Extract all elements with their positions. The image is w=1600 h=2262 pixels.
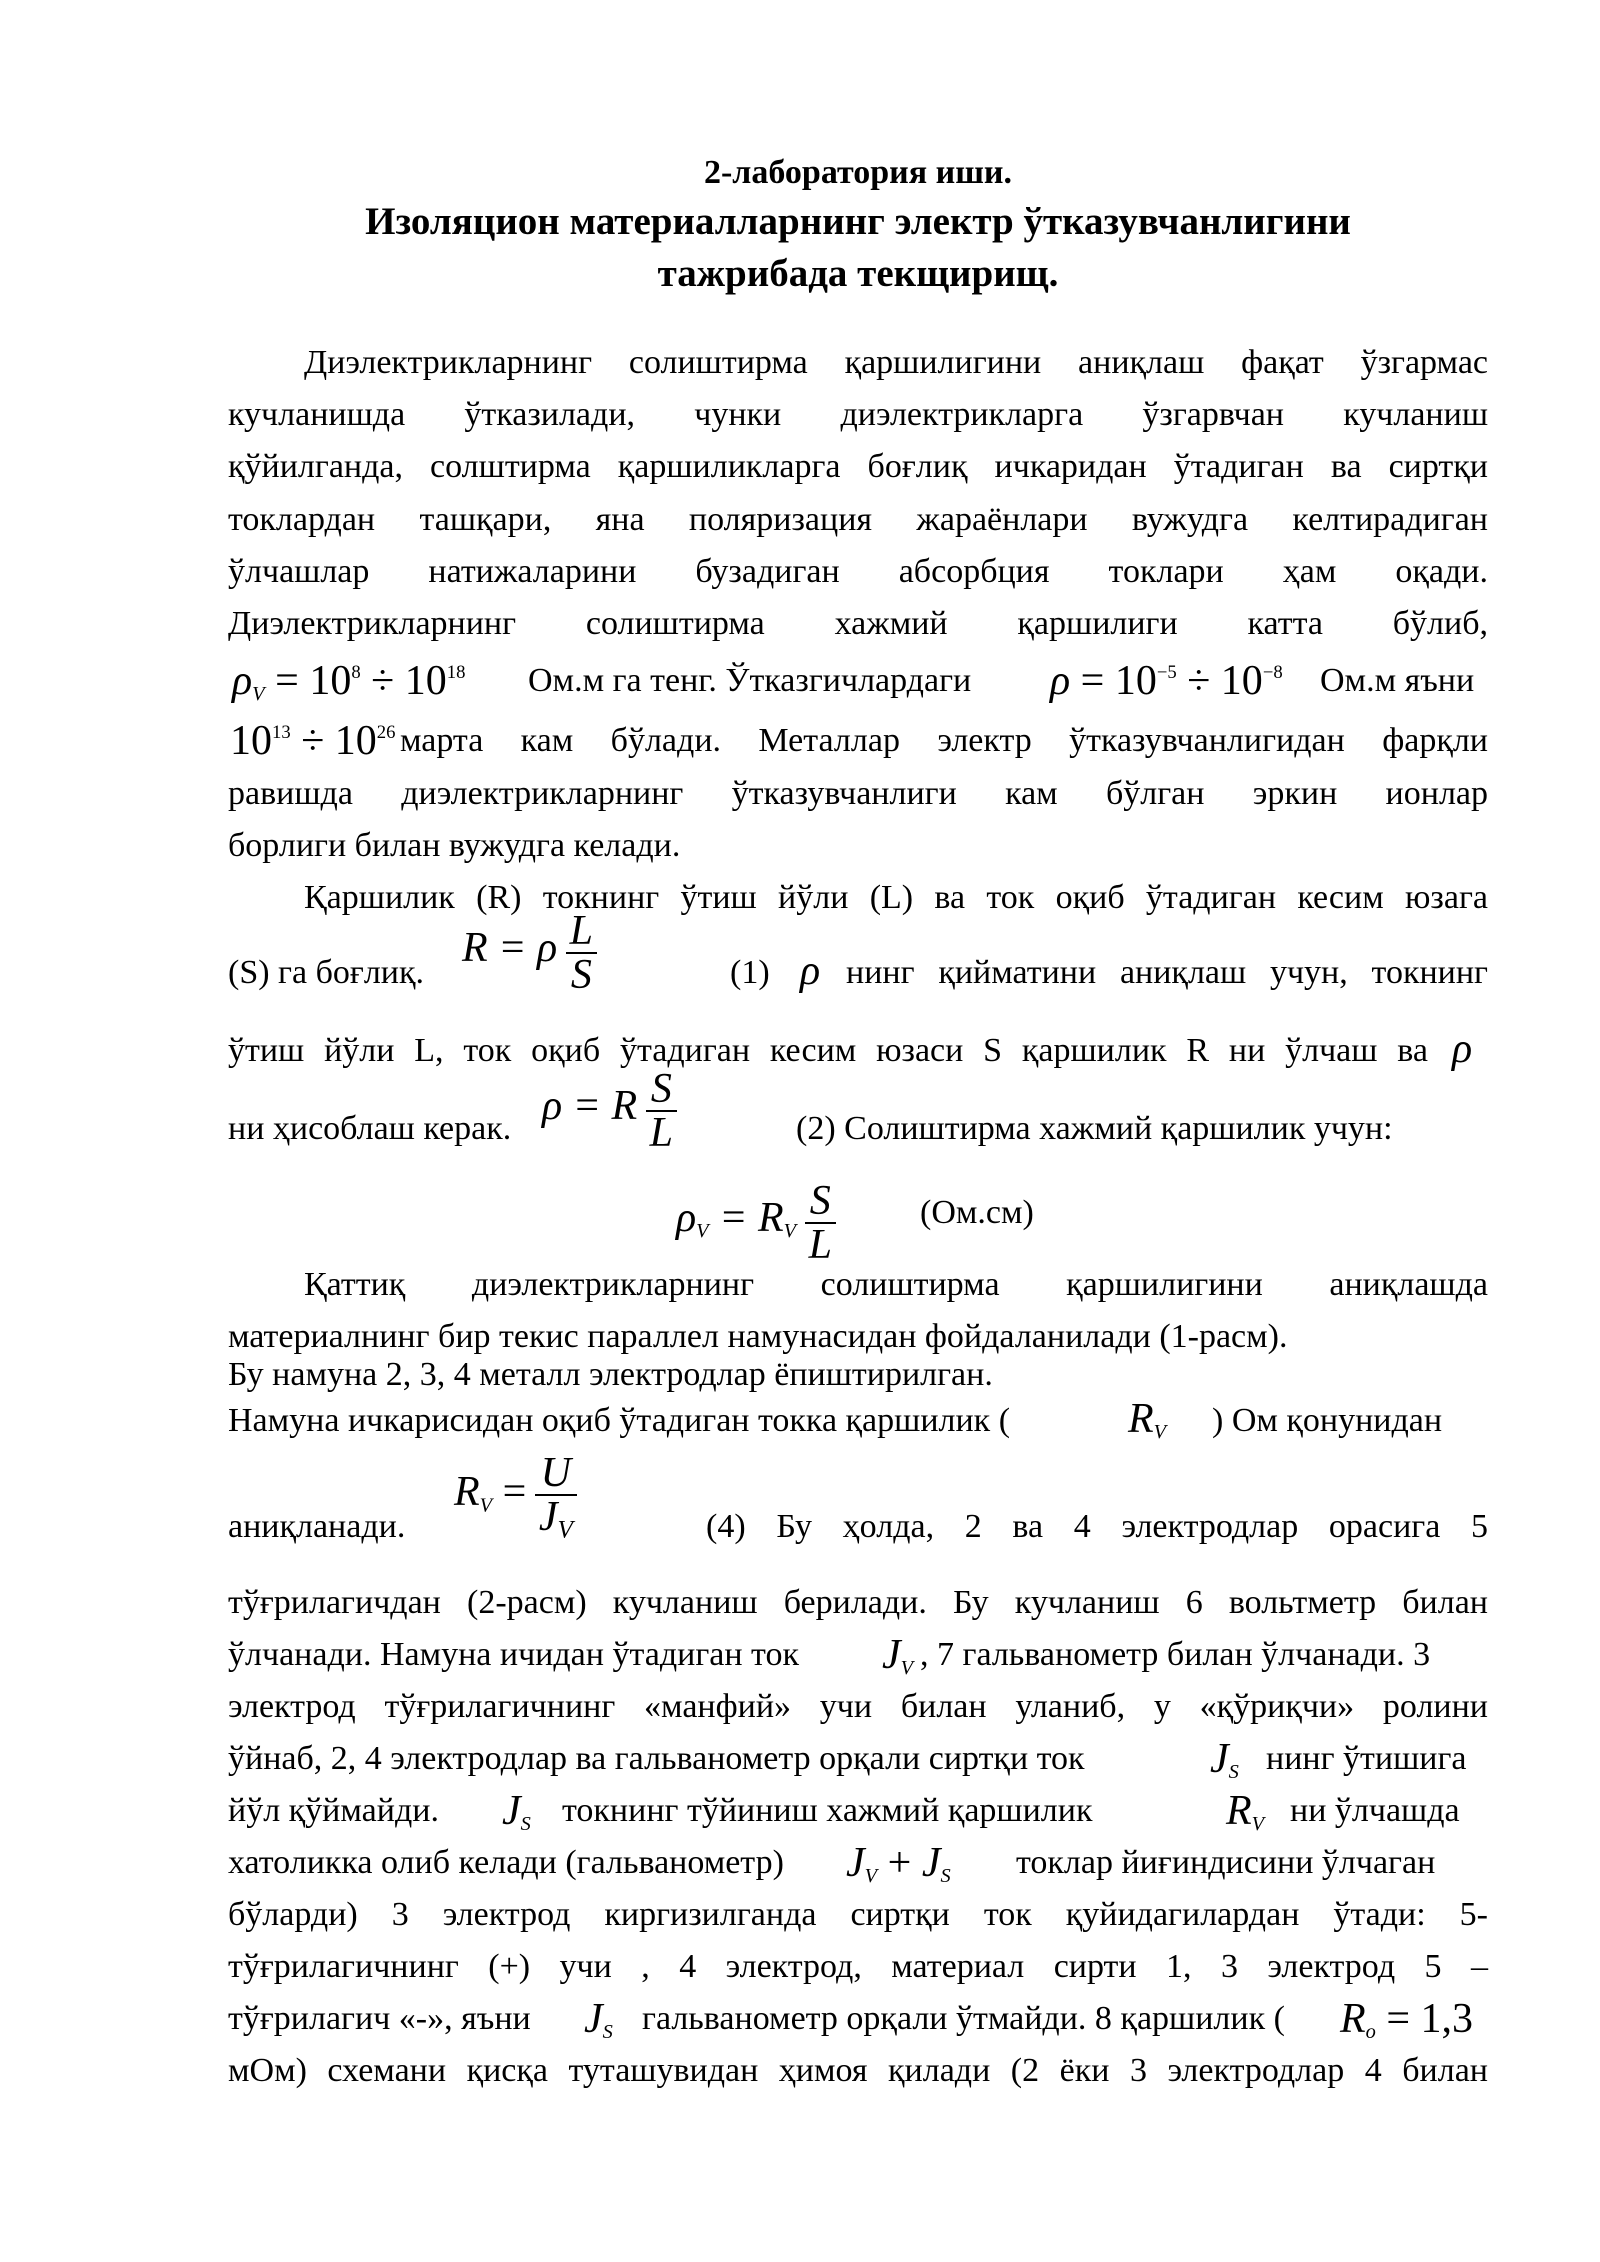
p1-line-3: қўйилганда, солштирма қаршиликларга боғлиқ ичкаридан ўтадиган ва сиртқи (228, 448, 1488, 485)
p3-line-7-a: ўлчанади. Намуна ичидан ўтадиган ток (228, 1636, 799, 1673)
p1-line-8: марта кам бўлади. Металлар электр ўтказувчанлигидан фарқли (400, 722, 1488, 759)
p2-line-2-b: нинг қийматини аниқлаш учун, токнинг (846, 954, 1488, 991)
p1-line-10: борлиги билан вужудга келади. (228, 827, 681, 864)
rv-symbol: $R_V$ (1128, 1396, 1167, 1444)
p1-line-5: ўлчашлар натижаларини бузадиган абсорбция токлари ҳам оқади. (228, 553, 1488, 590)
formula-4: $R_V$ = $\frac{U}{J_V}$ (454, 1452, 577, 1543)
p2-line-4-b: (2) Солиштирма хажмий қаршилик учун: (796, 1110, 1393, 1147)
p1-line-2: кучланишда ўтказилади, чунки диэлектрикларга ўзгарвчан кучланиш (228, 396, 1488, 433)
p2-line-4-a: ни ҳисоблаш керак. (228, 1110, 512, 1147)
p3-line-3: Бу намуна 2, 3, 4 металл электродлар ёпиштирилган. (228, 1356, 993, 1393)
ratio-formula: $10^{13} \div 10^{26}$ (230, 718, 396, 764)
rv-symbol-2: $R_V$ (1226, 1788, 1265, 1836)
js-symbol: $J_S$ (1210, 1736, 1239, 1784)
p3-line-2: материалнинг бир текис параллел намунасидан фойдаланилади (1-расм). (228, 1318, 1288, 1355)
rho-symbol: ρ (800, 948, 821, 994)
p3-line-6: тўғрилагичдан (2-расм) кучланиш берилади. Бу кучланиш 6 вольтметр билан (228, 1584, 1488, 1621)
p3-line-4-a: Намуна ичкарисидан оқиб ўтадиган токка қаршилик ( (228, 1402, 1011, 1439)
p3-line-1: Қаттиқ диэлектрикларнинг солиштирма қаршилигини аниқлашда (304, 1266, 1488, 1303)
formula-1-tag: (1) (730, 954, 770, 991)
js-symbol-3: $J_S$ (584, 1996, 613, 2044)
jv-symbol: $J_V$ (882, 1632, 914, 1680)
rho-v-formula: $\rho_V = 10^8 \div 10^{18}$ (232, 658, 466, 706)
p3-line-10-a: йўл қўймайди. (228, 1792, 439, 1829)
js-symbol-2: $J_S$ (502, 1788, 531, 1836)
p1-line-7-text-1: Ом.м га тенг. Ўтказгичлардаги (528, 662, 972, 699)
p3-line-11-b: токлар йиғиндисини ўлчаган (1016, 1844, 1436, 1881)
formula-3: $\rho_V = R_V$ $\frac{S}{L}$ (676, 1180, 836, 1266)
title-line-1: Изоляцион материалларнинг электр ўтказувчанлигини (365, 200, 1351, 243)
p3-line-10-b: токнинг тўйиниш хажмий қаршилик (562, 1792, 1093, 1829)
p2-line-2-a: (S) га боғлиқ. (228, 954, 425, 991)
p3-line-10-c: ни ўлчашда (1290, 1792, 1460, 1829)
p2-line-1: Қаршилик (R) токнинг ўтиш йўли (L) ва ток оқиб ўтадиган кесим юзага (304, 879, 1488, 916)
p3-line-8: электрод тўғрилагичнинг «манфий» учи билан уланиб, у «қўриқчи» ролини (228, 1688, 1488, 1725)
current-sum: $J_V + J_S$ (846, 1840, 951, 1888)
ro-formula: $R_o = 1,3$ (1340, 1996, 1474, 2044)
p1-line-6: Диэлектрикларнинг солиштирма хажмий қаршилиги катта бўлиб, (228, 605, 1488, 642)
rho-symbol-2: ρ (1452, 1026, 1473, 1072)
formula-3-unit: (Ом.см) (920, 1194, 1034, 1231)
p1-line-7-text-2: Ом.м яъни (1320, 662, 1475, 699)
p3-line-13: тўғрилагичнинг (+) учи , 4 электрод, материал сирти 1, 3 электрод 5 – (228, 1948, 1488, 1985)
p3-line-15: мОм) схемани қисқа туташувидан ҳимоя қилади (2 ёки 3 электродлар 4 билан (228, 2052, 1488, 2089)
p1-line-9: равишда диэлектрикларнинг ўтказувчанлиги кам бўлган эркин ионлар (228, 775, 1488, 812)
p3-line-7-b: , 7 гальванометр билан ўлчанади. 3 (920, 1636, 1431, 1673)
p3-line-11-a: хатоликка олиб келади (гальванометр) (228, 1844, 784, 1881)
p3-line-9-b: нинг ўтишига (1266, 1740, 1467, 1777)
p1-line-4: токлардан ташқари, яна поляризация жараёнлари вужудга келтирадиган (228, 501, 1488, 538)
lab-number: 2-лаборатория иши. (703, 154, 1012, 191)
p3-line-9-a: ўйнаб, 2, 4 электродлар ва гальванометр орқали сиртқи ток (228, 1740, 1085, 1777)
heading-block (228, 150, 1488, 300)
p2-line-3: ўтиш йўли L, ток оқиб ўтадиган кесим юзаси S қаршилик R ни ўлчаш ва (228, 1032, 1428, 1069)
p1-line-1: Диэлектрикларнинг солиштирма қаршилигини аниқлаш фақат ўзгармас (304, 344, 1488, 381)
p3-line-4-b: ) Ом қонунидан (1212, 1402, 1443, 1439)
p3-line-14-a: тўғрилагич «-», яъни (228, 2000, 531, 2037)
title-line-2: тажрибада текщирищ. (657, 252, 1059, 295)
p3-line-12: бўларди) 3 электрод киргизилганда сиртқи ток қуйидагилардан ўтади: 5- (228, 1896, 1488, 1933)
p3-line-5-b: (4) Бу ҳолда, 2 ва 4 электродлар орасига 5 (706, 1508, 1488, 1545)
p3-line-5-a: аниқланади. (228, 1508, 406, 1545)
p3-line-14-b: гальванометр орқали ўтмайди. 8 қаршилик ( (642, 2000, 1285, 2037)
formula-1: R = ρ $\frac{L}{S}$ (462, 910, 597, 996)
rho-conductor-formula: $\rho = 10^{-5} \div 10^{-8}$ (1050, 658, 1283, 704)
formula-2: ρ = R $\frac{S}{L}$ (542, 1068, 677, 1154)
